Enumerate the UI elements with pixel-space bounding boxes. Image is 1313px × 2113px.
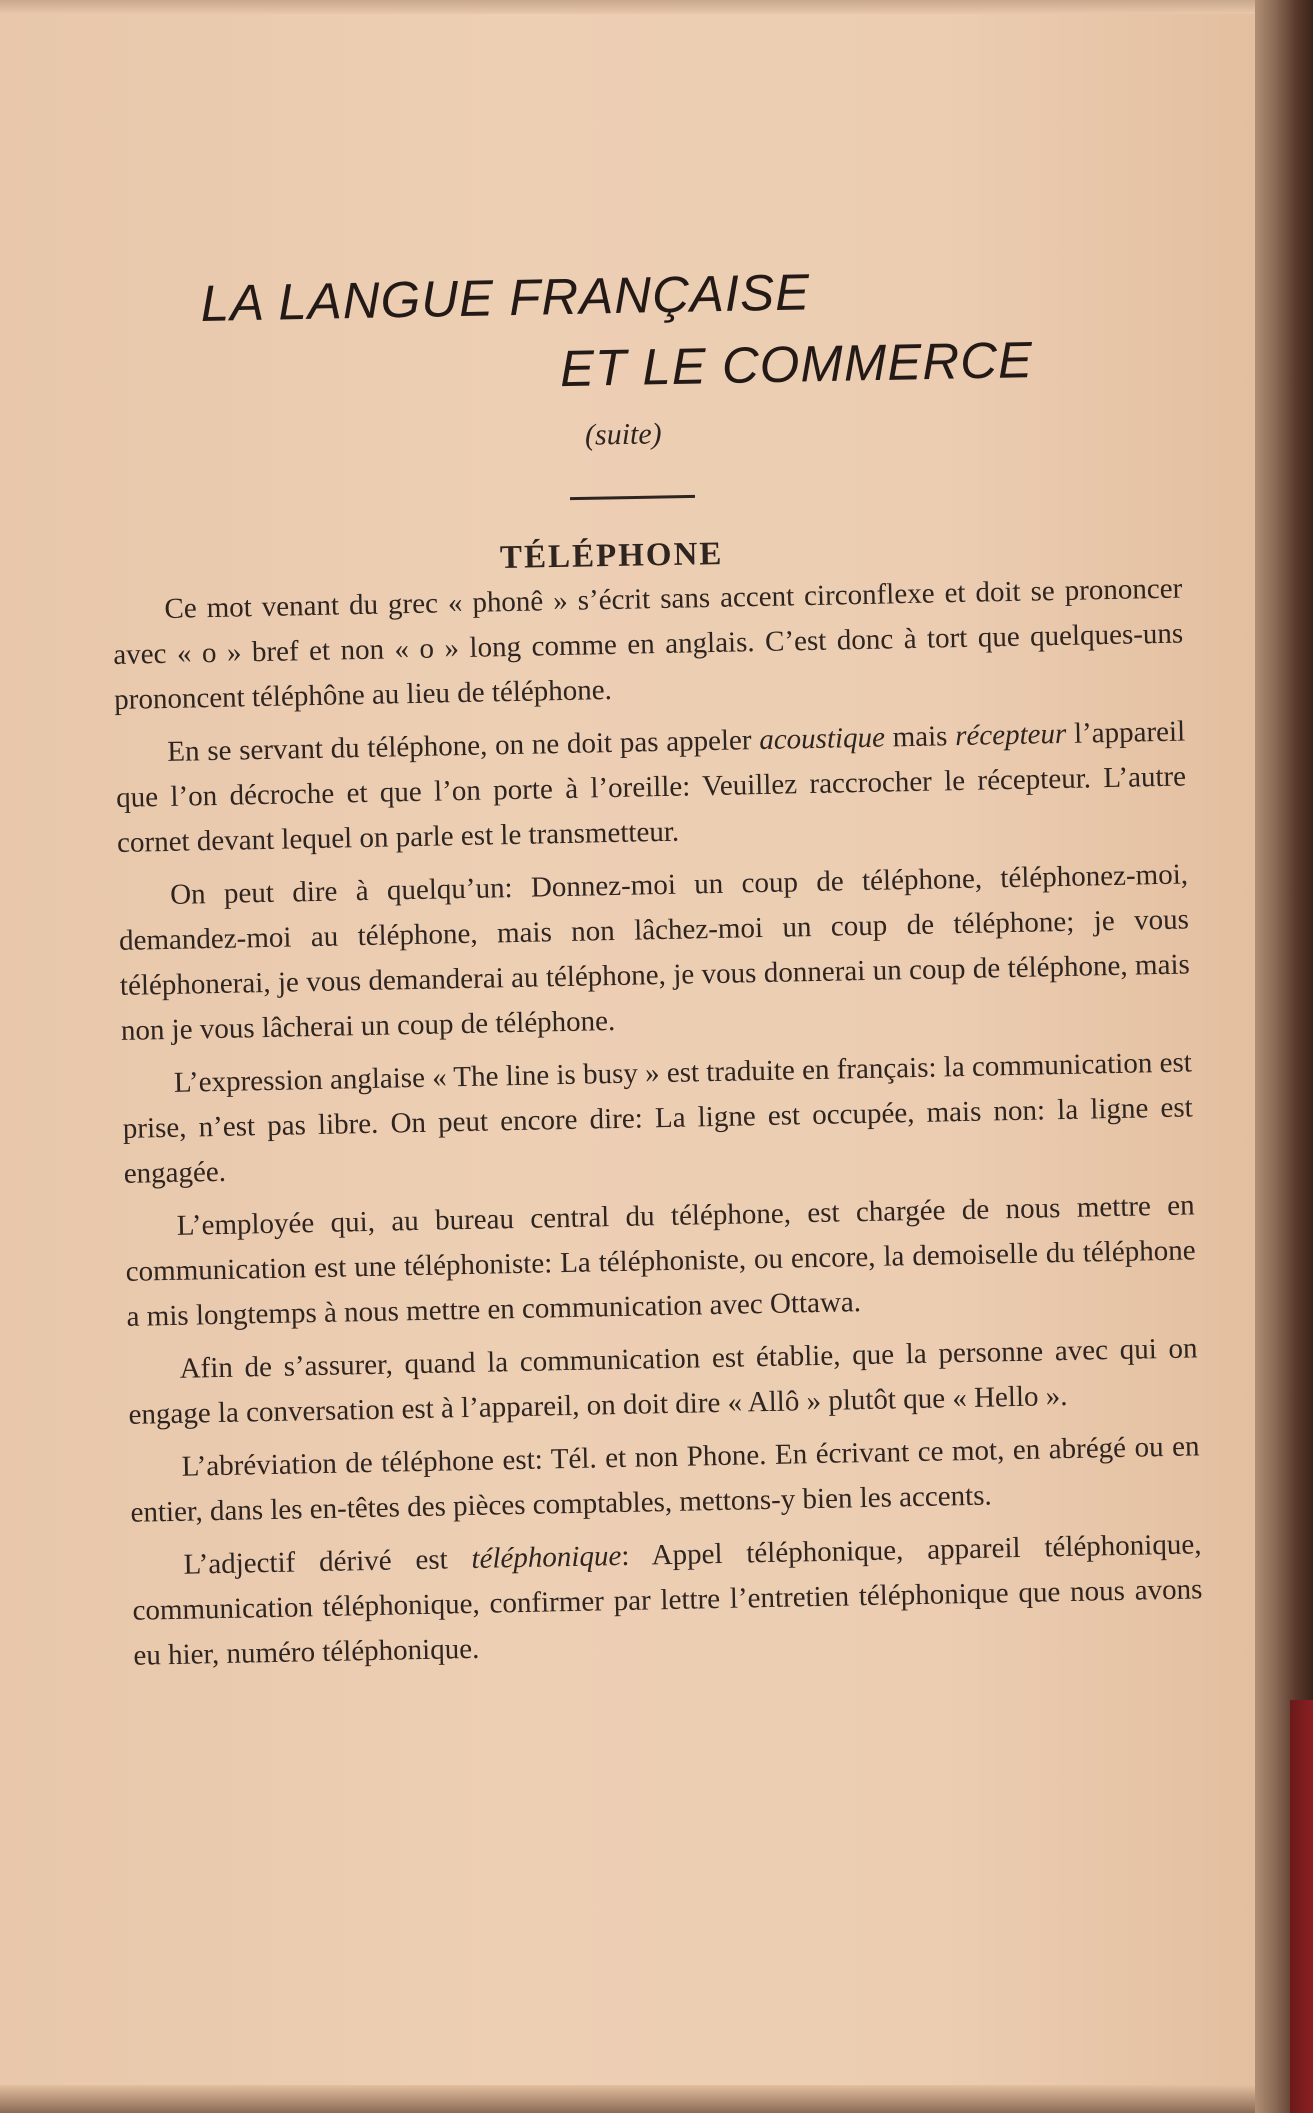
article-title — [200, 251, 1103, 412]
paragraph-text: l’appareil que l’on décroche et que l’on porte à l’oreille: Veuillez raccrocher le récepteur. L’autre cornet devant lequel on parle est le transmetteur. — [115, 715, 1187, 859]
article-body — [112, 567, 1204, 1687]
paragraph-8 — [131, 1522, 1203, 1678]
book-cover-edge — [1290, 1700, 1313, 2113]
paragraph-text: On peut dire à quelqu’un: Donnez-moi un coup de téléphone, téléphonez-moi, demandez-moi au téléphone, mais non lâchez-moi un coup de téléphone; je vous téléphonerai, je vous demanderai au téléphone, je vous donnerai un coup de téléphone, mais non je vous lâcherai un coup de téléphone. — [118, 858, 1191, 1047]
paragraph-text: En se servant du téléphone, on ne doit pas appeler — [166, 724, 760, 768]
paragraph-7 — [129, 1424, 1201, 1535]
page-bottom-edge — [0, 2085, 1255, 2113]
paragraph-text: L’abréviation de téléphone est: Tél. et non Phone. En écrivant ce mot, en abrégé ou en entier, dans les en-têtes des pièces comptables, mettons-y bien les accents. — [130, 1430, 1200, 1529]
paragraph-1 — [112, 567, 1184, 723]
section-heading: TÉLÉPHONE — [499, 536, 724, 576]
paragraph-3 — [118, 852, 1191, 1053]
paragraph-text: mais — [884, 720, 956, 754]
paragraph-text: Ce mot venant du grec « phonê » s’écrit sans accent circonflexe et doit se prononcer avec « o » bref et non « o » long comme en anglais. C’est donc à tort que quelques-uns prononcent téléphône au lieu de téléphone. — [113, 572, 1184, 716]
page-top-shadow — [0, 0, 1255, 14]
italic-term: téléphonique — [471, 1539, 622, 1575]
paragraph-text: : Appel téléphonique, appareil téléphonique, communication téléphonique, confirmer par lettre l’entretien téléphonique que nous avons eu hier, numéro téléphonique. — [132, 1528, 1203, 1672]
paragraph-text: Afin de s’assurer, quand la communication est établie, que la personne avec qui on engage la conversation est à l’appareil, on doit dire « Allô » plutôt que « Hello ». — [128, 1332, 1198, 1431]
article-subtitle: (suite) — [584, 417, 662, 452]
paragraph-2 — [115, 709, 1187, 865]
paragraph-6 — [127, 1326, 1199, 1437]
italic-term: acoustique — [758, 721, 886, 757]
paragraph-text: L’employée qui, au bureau central du téléphone, est chargée de nous mettre en communication est une téléphoniste: La téléphoniste, ou encore, la demoiselle du téléphone a mis longtemps à nous mettre en communication avec Ottawa. — [125, 1189, 1196, 1333]
title-line-1: LA LANGUE FRANÇAISE — [200, 263, 811, 332]
paragraph-4 — [122, 1040, 1194, 1196]
title-line-2: ET LE COMMERCE — [559, 331, 1034, 398]
paragraph-5 — [124, 1183, 1196, 1339]
paragraph-text: L’adjectif dérivé est — [183, 1542, 472, 1581]
paragraph-text: L’expression anglaise « The line is busy » est traduite en français: la communication est prise, n’est pas libre. On peut encore dire: La ligne est occupée, mais non: la ligne est engagée. — [122, 1046, 1193, 1190]
italic-term: récepteur — [954, 717, 1067, 753]
